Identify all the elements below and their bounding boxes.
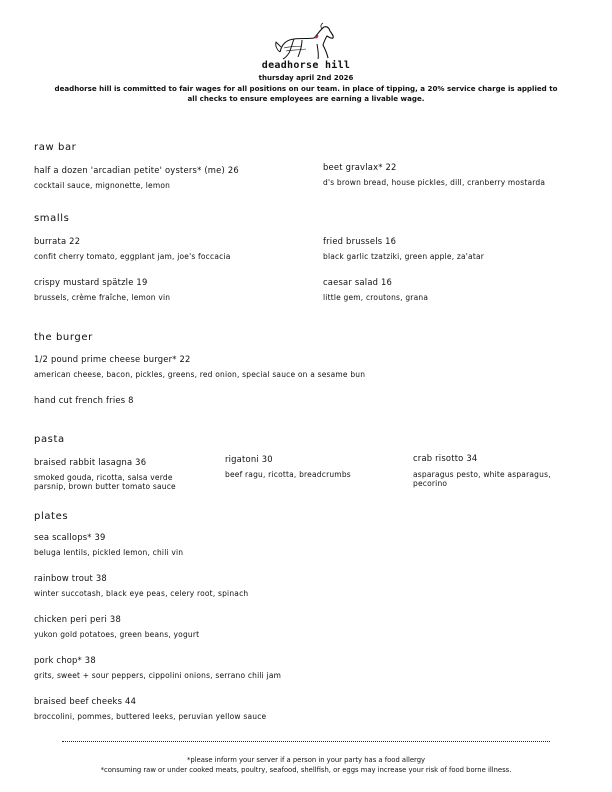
item-gravlax-title: beet gravlax* 22 — [323, 162, 397, 172]
item-trout-desc: winter succotash, black eye peas, celery root, spinach — [34, 589, 249, 598]
item-beefcheeks-desc: broccolini, pommes, buttered leeks, peruvian yellow sauce — [34, 712, 267, 721]
item-scallops-desc: beluga lentils, pickled lemon, chili vin — [34, 548, 184, 557]
notice-line-2: all checks to ensure employees are earning a livable wage. — [187, 94, 425, 103]
item-brussels-title: fried brussels 16 — [323, 236, 397, 246]
item-rigatoni-title: rigatoni 30 — [225, 454, 273, 464]
item-spatzle-desc: brussels, crème fraîche, lemon vin — [34, 293, 171, 302]
section-pasta: pasta — [34, 434, 65, 445]
item-chicken-desc: yukon gold potatoes, green beans, yogurt — [34, 630, 200, 639]
notice-line-1: deadhorse hill is committed to fair wages for all positions on our team. in place of tipping, a 20% service charge is applied to — [54, 84, 558, 93]
allergy-note: *please inform your server if a person in your party has a food allergy — [186, 756, 426, 764]
item-burrata-desc: confit cherry tomato, eggplant jam, joe's foccacia — [34, 252, 231, 261]
item-caesar-title: caesar salad 16 — [323, 277, 393, 287]
item-scallops-title: sea scallops* 39 — [34, 532, 106, 542]
raw-food-warning: *consuming raw or under cooked meats, poultry, seafood, shellfish, or eggs may increase your risk of food borne illness. — [100, 766, 512, 774]
menu-date: thursday april 2nd 2026 — [258, 74, 354, 82]
section-burger: the burger — [34, 332, 93, 343]
item-lasagna-title: braised rabbit lasagna 36 — [34, 457, 147, 467]
item-chicken-title: chicken peri peri 38 — [34, 614, 121, 624]
section-smalls: smalls — [34, 213, 70, 224]
item-rigatoni-desc: beef ragu, ricotta, breadcrumbs — [225, 470, 351, 479]
item-oysters-title: half a dozen 'arcadian petite' oysters* (me) 26 — [34, 165, 239, 175]
item-risotto-title: crab risotto 34 — [413, 453, 478, 463]
item-lasagna-desc-2: parsnip, brown butter tomato sauce — [34, 482, 176, 491]
item-risotto-desc-1: asparagus pesto, white asparagus, — [413, 470, 551, 479]
item-burger-desc: american cheese, bacon, pickles, greens, red onion, special sauce on a sesame bun — [34, 370, 366, 379]
item-lasagna-desc-1: smoked gouda, ricotta, salsa verde — [34, 473, 173, 482]
item-brussels-desc: black garlic tzatziki, green apple, za'atar — [323, 252, 485, 261]
item-spatzle-title: crispy mustard spätzle 19 — [34, 277, 148, 287]
service-charge-notice — [30, 84, 582, 104]
item-porkchop-desc: grits, sweet + sour peppers, cippolini onions, serrano chili jam — [34, 671, 282, 680]
item-caesar-desc: little gem, croutons, grana — [323, 293, 429, 302]
item-fries-title: hand cut french fries 8 — [34, 395, 134, 405]
item-beefcheeks-title: braised beef cheeks 44 — [34, 696, 137, 706]
item-burrata-title: burrata 22 — [34, 236, 81, 246]
item-porkchop-title: pork chop* 38 — [34, 655, 96, 665]
item-risotto-desc-2: pecorino — [413, 479, 448, 488]
footer-divider — [62, 741, 550, 742]
item-gravlax-desc: d's brown bread, house pickles, dill, cranberry mostarda — [323, 178, 546, 187]
horse-logo-icon — [272, 22, 340, 62]
section-raw-bar: raw bar — [34, 142, 77, 153]
restaurant-name: deadhorse hill — [261, 60, 351, 71]
section-plates: plates — [34, 511, 69, 522]
item-trout-title: rainbow trout 38 — [34, 573, 107, 583]
item-burger-title: 1/2 pound prime cheese burger* 22 — [34, 354, 191, 364]
item-oysters-desc: cocktail sauce, mignonette, lemon — [34, 181, 171, 190]
